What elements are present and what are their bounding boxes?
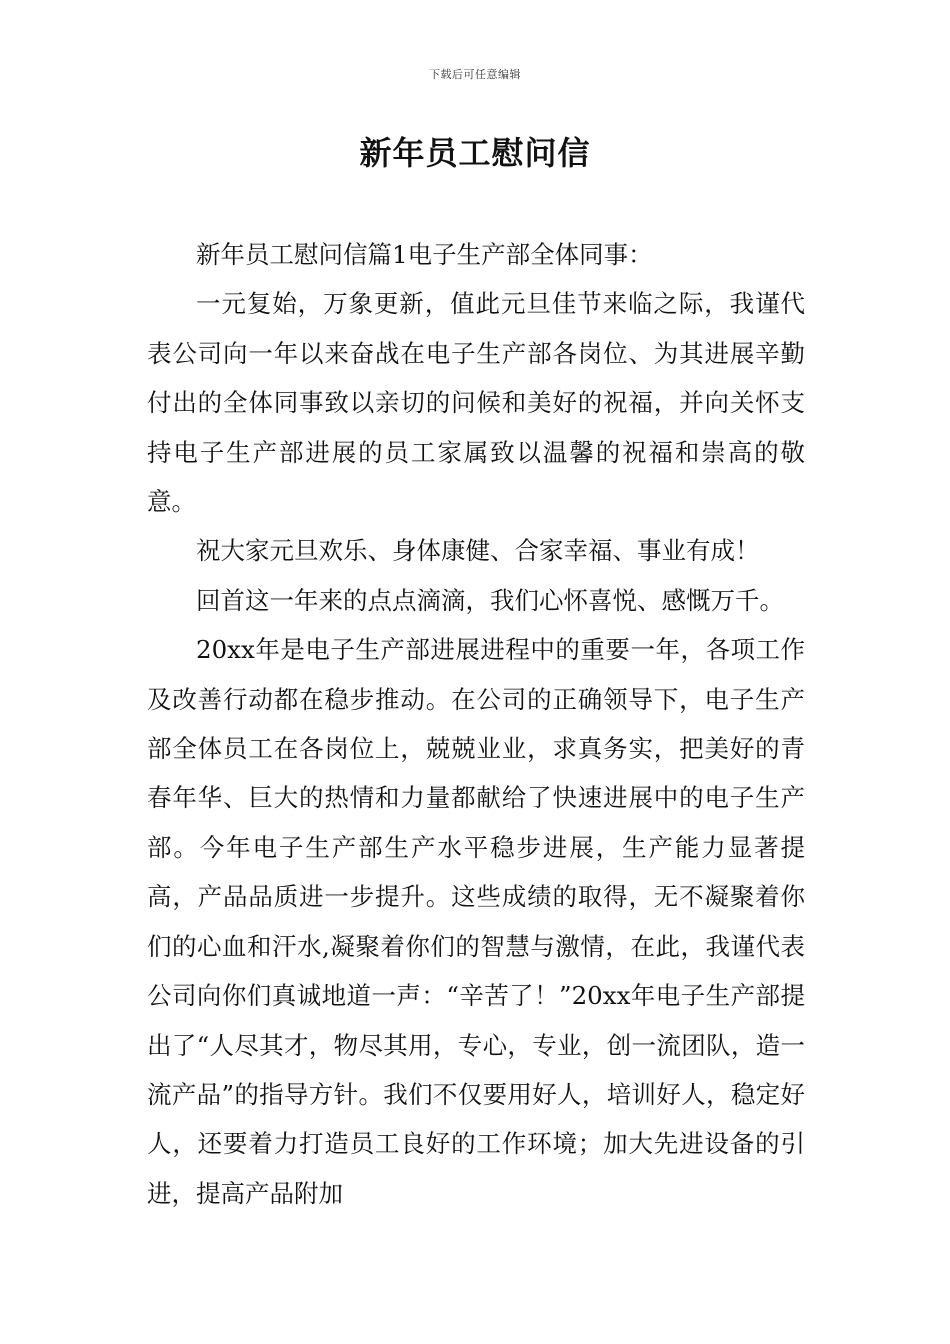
- document-title: 新年员工慰问信: [359, 134, 591, 172]
- paragraph-wishes: 祝大家元旦欢乐、身体康健、合家幸福、事业有成！: [196, 536, 760, 566]
- paragraph-salutation: 新年员工慰问信篇1电子生产部全体同事：: [196, 240, 653, 269]
- header-note: 下载后可任意编辑: [429, 68, 521, 81]
- paragraph-achievements: 20xx年是电子生产部进展进程中的重要一年，各项工作及改善行动都在稳步推动。在公司的正确领导下，电子生产部全体员工在各岗位上，兢兢业业，求真务实，把美好的青春年华、巨大的热情和力量都献给了快速进展中的电子生产部。今年电子生产部生产水平稳步进展，生产能力显著提高，产品品质进一步提升。这些成绩的取得，无不凝聚着你们的心血和汗水,凝聚着你们的智慧与激情，在此，我谨代表公司向你们真诚地道一声：“辛苦了！”20xx年电子生产部提出了“人尽其才，物尽其用，专心，专业，创一流团队，造一流产品”的指导方针。我们不仅要用好人，培训好人，稳定好人，还要着力打造员工良好的工作环境；加大先进设备的引进，提高产品附加: [147, 635, 805, 1208]
- paragraph-review: 回首这一年来的点点滴滴，我们心怀喜悦、感慨万千。: [196, 585, 784, 615]
- letter-body: [147, 230, 805, 1218]
- paragraph-greeting: 一元复始，万象更新，值此元旦佳节来临之际，我谨代表公司向一年以来奋战在电子生产部各岗位、为其进展辛勤付出的全体同事致以亲切的问候和美好的祝福，并向关怀支持电子生产部进展的员工家属致以温馨的祝福和崇高的敬意。: [147, 289, 805, 517]
